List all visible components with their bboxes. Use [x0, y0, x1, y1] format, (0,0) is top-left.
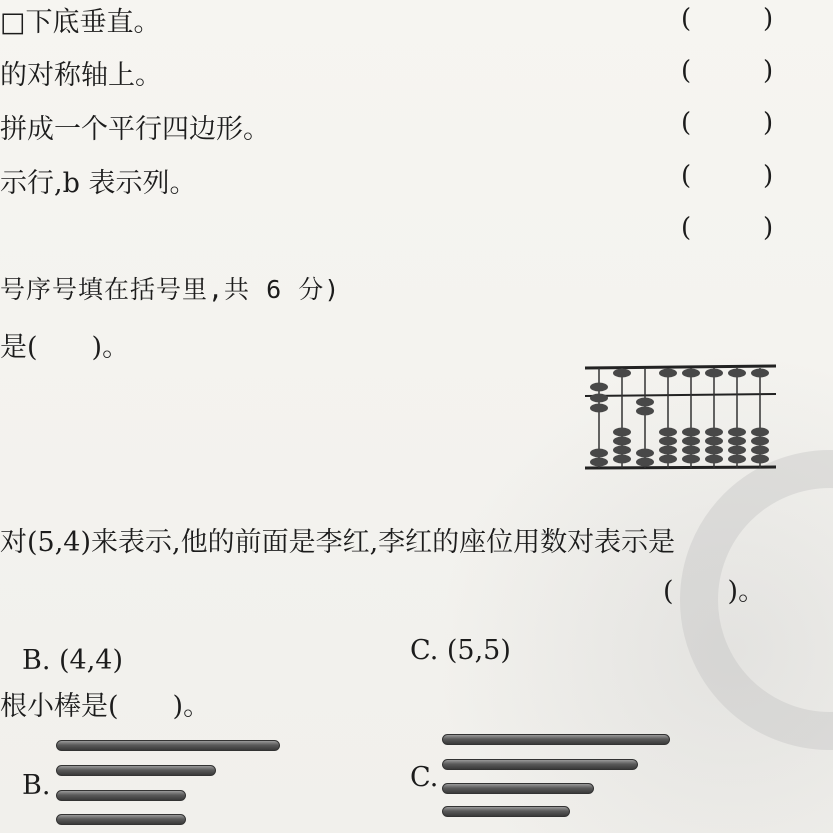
paren-open: ( [681, 213, 692, 243]
stick-c-2 [442, 759, 638, 770]
answer-paren-2[interactable] [681, 56, 774, 86]
question-3-option-b-label[interactable]: B. [22, 770, 51, 801]
paren-open: ( [681, 4, 692, 34]
stick-b-4 [56, 814, 186, 825]
question-1-text: 是( )。 [0, 332, 130, 363]
paren-open: ( [681, 108, 692, 138]
abacus-figure [583, 362, 778, 474]
judgement-line-3: 拼成一个平行四边形。 [0, 114, 270, 145]
judgement-line-2: 的对称轴上。 [0, 60, 162, 91]
answer-paren-4[interactable] [681, 161, 774, 191]
question-2-option-c[interactable]: C. (5,5) [410, 635, 511, 666]
paren-open: ( [681, 161, 692, 191]
stick-b-2 [56, 765, 216, 776]
answer-paren-3[interactable] [681, 108, 774, 138]
stick-c-1 [442, 734, 670, 745]
answer-paren-1[interactable] [681, 4, 774, 34]
stick-b-3 [56, 790, 186, 801]
question-3-text: 根小棒是( )。 [0, 691, 211, 722]
stick-b-1 [56, 740, 280, 751]
judgement-line-1: □下底垂直。 [0, 7, 161, 38]
paren-open: ( [681, 56, 692, 86]
question-2-text: 对(5,4)来表示,他的前面是李红,李红的座位用数对表示是 [0, 527, 676, 558]
paren-close: ) [763, 213, 774, 243]
question-2-answer-blank[interactable]: ( )。 [663, 576, 766, 607]
paren-close: ) [763, 161, 774, 191]
answer-paren-5[interactable] [681, 213, 774, 243]
paren-close: ) [763, 4, 774, 34]
question-2-option-b[interactable]: B. (4,4) [22, 645, 124, 676]
stick-c-4 [442, 806, 570, 817]
stick-c-3 [442, 783, 594, 794]
paren-close: ) [763, 108, 774, 138]
section-heading: 号序号填在括号里,共 6 分) [0, 275, 341, 304]
judgement-line-4: 示行,b 表示列。 [0, 168, 197, 199]
question-3-option-c-label[interactable]: C. [410, 762, 439, 793]
paren-close: ) [763, 56, 774, 86]
